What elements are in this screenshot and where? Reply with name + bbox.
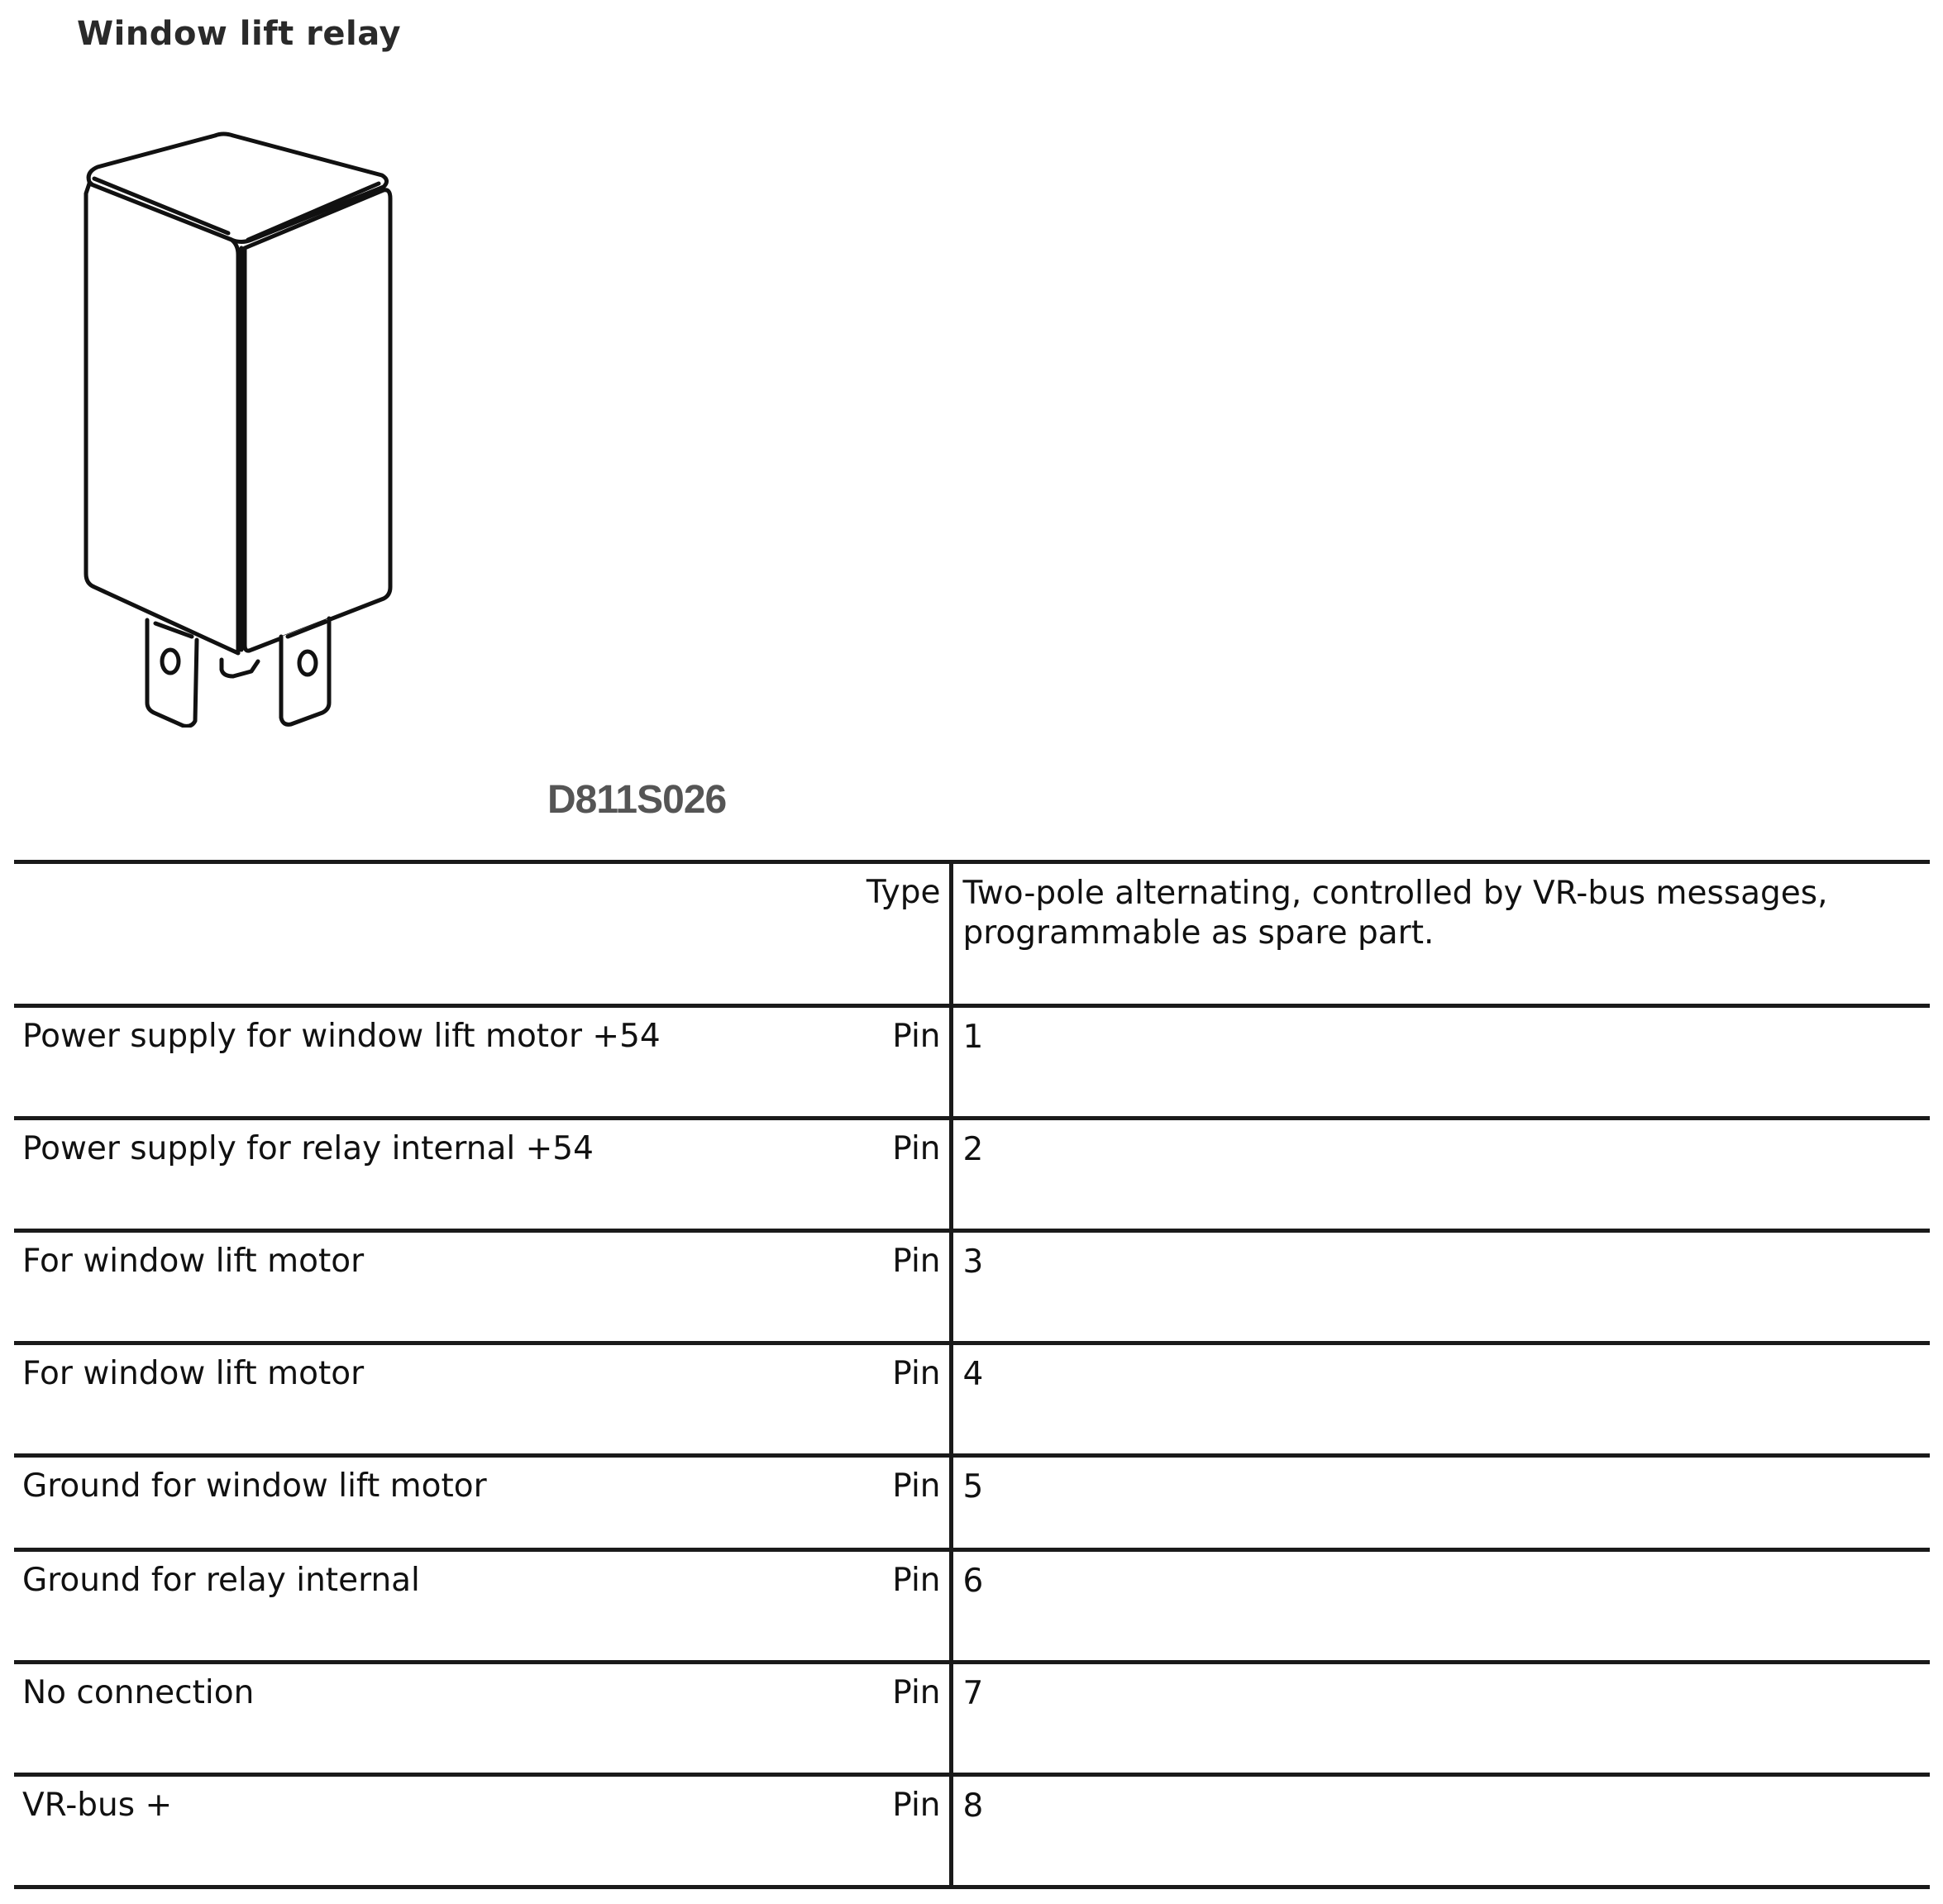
pin-label: Pin <box>841 1119 951 1231</box>
pin-description: Power supply for relay internal +54 <box>14 1119 841 1231</box>
pin-description: Ground for window lift motor <box>14 1456 841 1550</box>
relay-illustration-icon <box>74 124 405 728</box>
type-label: Type <box>841 862 951 1006</box>
table-row <box>14 1456 1930 1550</box>
spec-table <box>14 860 1930 1889</box>
table-cell-desc <box>14 862 841 1006</box>
table-row <box>14 1775 1930 1887</box>
pin-number: 7 <box>951 1663 1930 1775</box>
pin-number: 8 <box>951 1775 1930 1887</box>
pin-label: Pin <box>841 1550 951 1663</box>
table-row <box>14 1119 1930 1231</box>
pin-number: 5 <box>951 1456 1930 1550</box>
pin-description: Power supply for window lift motor +54 <box>14 1006 841 1119</box>
type-value <box>951 862 1930 1006</box>
figure-code: D811S026 <box>547 778 727 822</box>
type-value-line: programmable as spare part. <box>962 914 1435 952</box>
table-row-type <box>14 862 1930 1006</box>
pin-label: Pin <box>841 1456 951 1550</box>
pin-number: 1 <box>951 1006 1930 1119</box>
pin-label: Pin <box>841 1663 951 1775</box>
pin-number: 2 <box>951 1119 1930 1231</box>
table-row <box>14 1550 1930 1663</box>
table-row <box>14 1231 1930 1343</box>
pin-label: Pin <box>841 1343 951 1456</box>
type-value-line: Two-pole alternating, controlled by VR-bus messages, <box>962 875 1828 912</box>
table-row <box>14 1343 1930 1456</box>
pin-label: Pin <box>841 1006 951 1119</box>
pin-description: For window lift motor <box>14 1231 841 1343</box>
pin-description: No connection <box>14 1663 841 1775</box>
pin-description: For window lift motor <box>14 1343 841 1456</box>
pin-description: Ground for relay internal <box>14 1550 841 1663</box>
pin-description: VR-bus + <box>14 1775 841 1887</box>
page-title: Window lift relay <box>77 15 402 53</box>
table-row <box>14 1663 1930 1775</box>
pin-number: 6 <box>951 1550 1930 1663</box>
pin-number: 3 <box>951 1231 1930 1343</box>
pin-label: Pin <box>841 1231 951 1343</box>
pin-number: 4 <box>951 1343 1930 1456</box>
pin-label: Pin <box>841 1775 951 1887</box>
table-row <box>14 1006 1930 1119</box>
